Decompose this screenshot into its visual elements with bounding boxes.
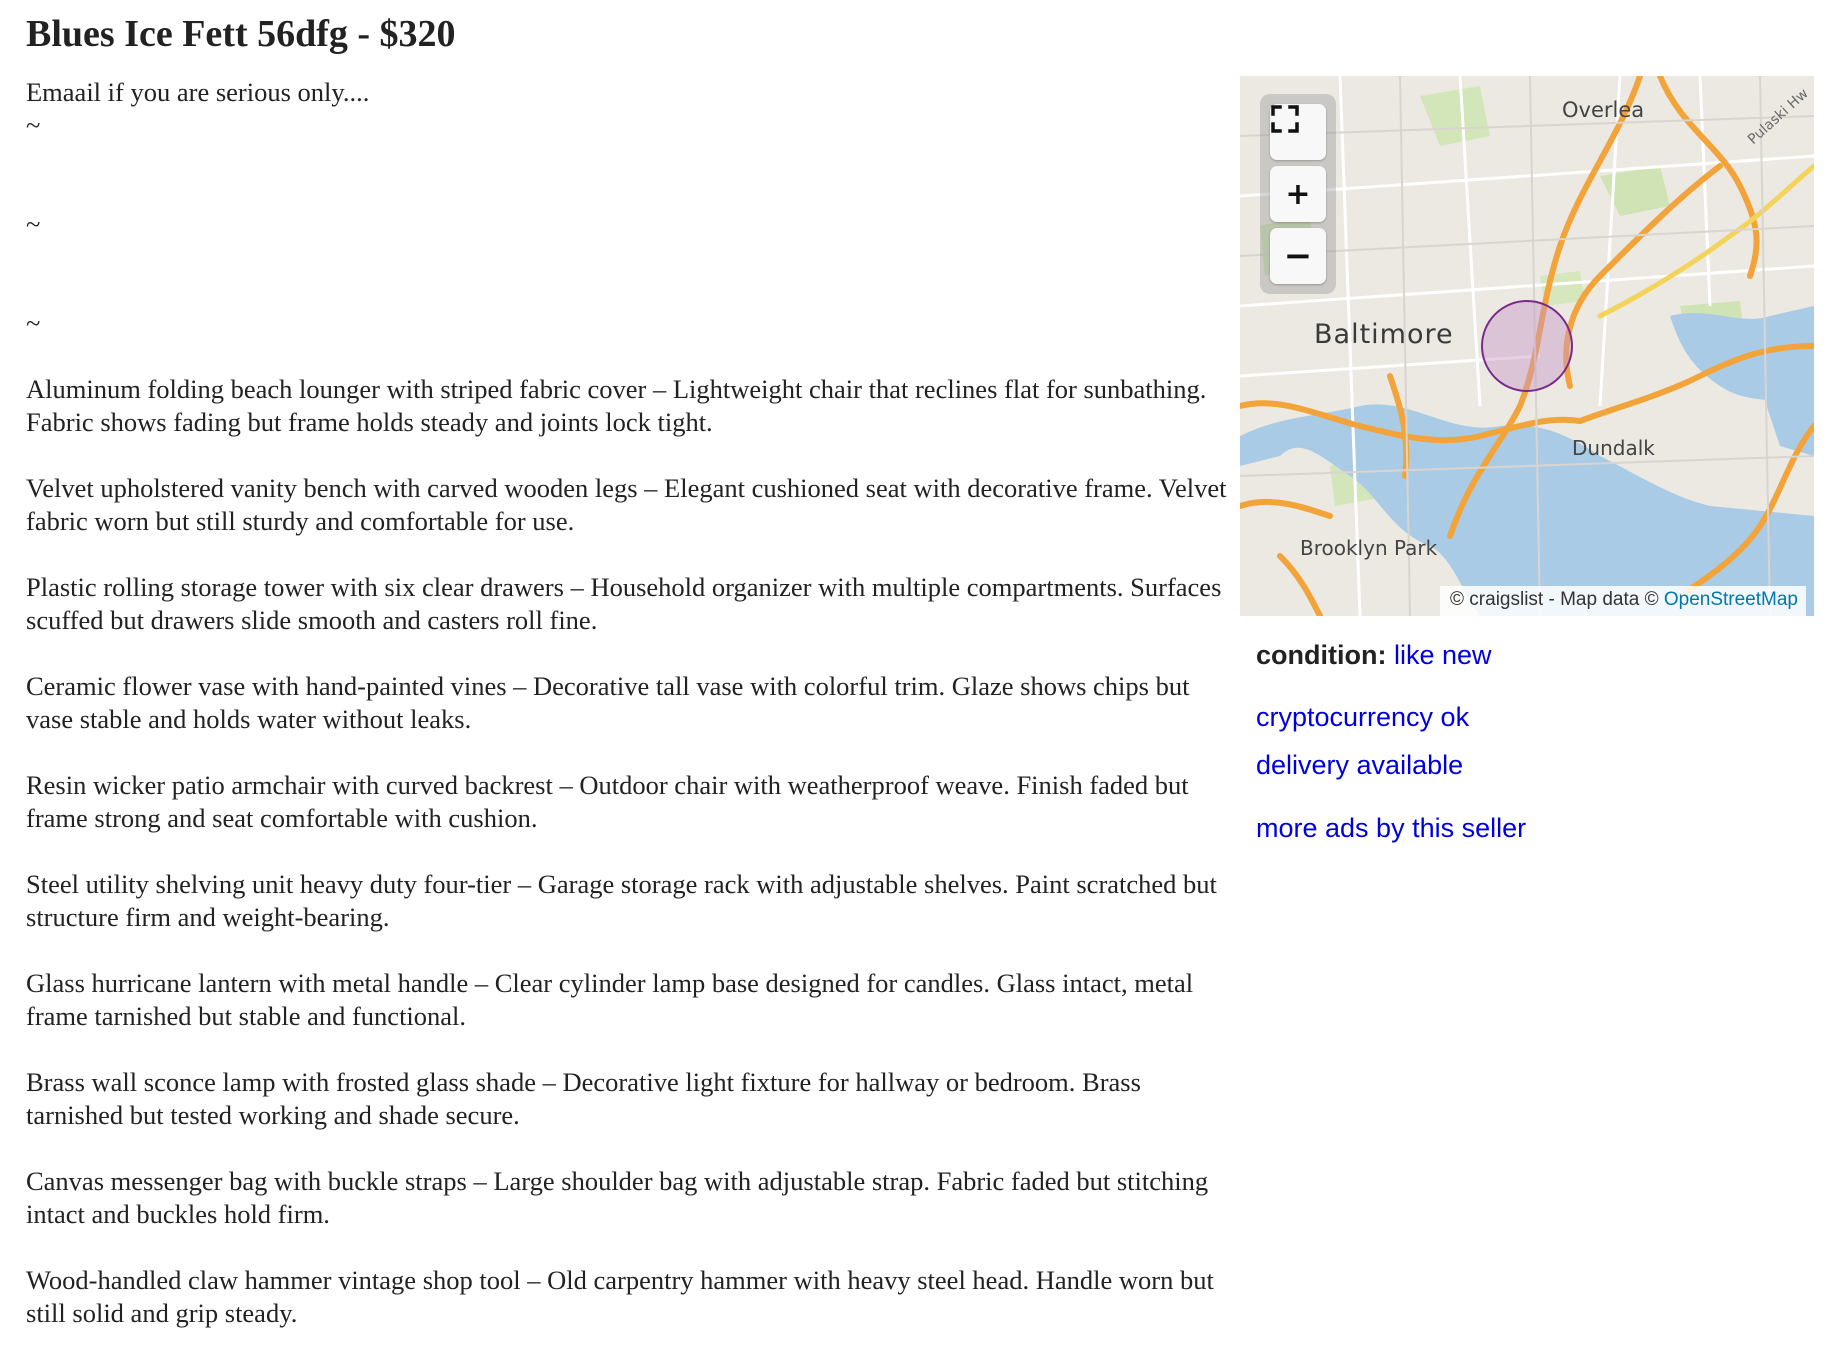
more-ads-row — [1256, 813, 1526, 844]
item-description: Ceramic flower vase with hand-painted vines – Decorative tall vase with colorful trim. Glaze shows chips but vase stable and holds water without leaks. — [26, 671, 1190, 734]
item-description: Brass wall sconce lamp with frosted glass shade – Decorative light fixture for hallway or bedroom. Brass tarnished but tested working and shade secure. — [26, 1067, 1141, 1130]
item-description: Glass hurricane lantern with metal handle – Clear cylinder lamp base designed for candles. Glass intact, metal frame tarnished but stable and functional. — [26, 968, 1194, 1031]
map-attribution — [1440, 586, 1806, 616]
delivery-available-link[interactable]: delivery available — [1256, 750, 1464, 780]
map-label-dundalk: Dundalk — [1572, 436, 1655, 460]
tilde-separator: ~ — [26, 209, 41, 239]
item-description: Aluminum folding beach lounger with striped fabric cover – Lightweight chair that reclines flat for sunbathing. Fabric shows fading but frame holds steady and joints lock tight. — [26, 374, 1207, 437]
more-ads-by-seller-link[interactable]: more ads by this seller — [1256, 813, 1527, 843]
item-description: Canvas messenger bag with buckle straps – Large shoulder bag with adjustable strap. Fabric faded but stitching intact and buckles hold firm. — [26, 1166, 1209, 1229]
posting-body — [26, 76, 1236, 1330]
item-description: Resin wicker patio armchair with curved backrest – Outdoor chair with weatherproof weave. Finish faded but frame strong and seat comfortable with cushion. — [26, 770, 1189, 833]
fullscreen-button[interactable] — [1270, 104, 1326, 160]
cryptocurrency-attribute — [1256, 702, 1469, 733]
tilde-separator: ~ — [26, 308, 41, 338]
map-label-pulaski: Pulaski Hw — [1745, 85, 1812, 148]
location-map[interactable] — [1240, 76, 1814, 616]
zoom-out-button[interactable]: − — [1270, 228, 1326, 284]
tilde-separator: ~ — [26, 110, 41, 140]
delivery-attribute — [1256, 750, 1463, 781]
item-description: Plastic rolling storage tower with six clear drawers – Household organizer with multiple compartments. Surfaces scuffed but drawers slide smooth and casters roll fine. — [26, 572, 1222, 635]
fullscreen-icon — [1270, 104, 1300, 134]
cryptocurrency-ok-link[interactable]: cryptocurrency ok — [1256, 702, 1470, 732]
zoom-in-button[interactable]: + — [1270, 166, 1326, 222]
map-label-baltimore: Baltimore — [1314, 319, 1454, 350]
item-description: Velvet upholstered vanity bench with carved wooden legs – Elegant cushioned seat with decorative frame. Velvet fabric worn but still sturdy and comfortable for use. — [26, 473, 1227, 536]
posting-lead-text: Emaail if you are serious only.... — [26, 77, 370, 107]
item-description: Wood-handled claw hammer vintage shop tool – Old carpentry hammer with heavy steel head. Handle worn but still solid and grip steady. — [26, 1265, 1214, 1328]
condition-value-link[interactable]: like new — [1393, 640, 1492, 670]
posting-title: Blues Ice Fett 56dfg - $320 — [26, 13, 456, 55]
condition-attribute — [1256, 640, 1492, 671]
map-label-overlea: Overlea — [1562, 98, 1645, 122]
item-description: Steel utility shelving unit heavy duty four-tier – Garage storage rack with adjustable shelves. Paint scratched but structure firm and weight-bearing. — [26, 869, 1217, 932]
map-attribution-text: © craigslist - Map data © — [1450, 589, 1664, 610]
map-label-brooklyn-park: Brooklyn Park — [1300, 536, 1438, 560]
openstreetmap-link[interactable]: OpenStreetMap — [1663, 589, 1798, 610]
approx-location-circle — [1482, 301, 1572, 391]
condition-label: condition: — [1256, 640, 1387, 670]
map-controls — [1260, 94, 1336, 294]
